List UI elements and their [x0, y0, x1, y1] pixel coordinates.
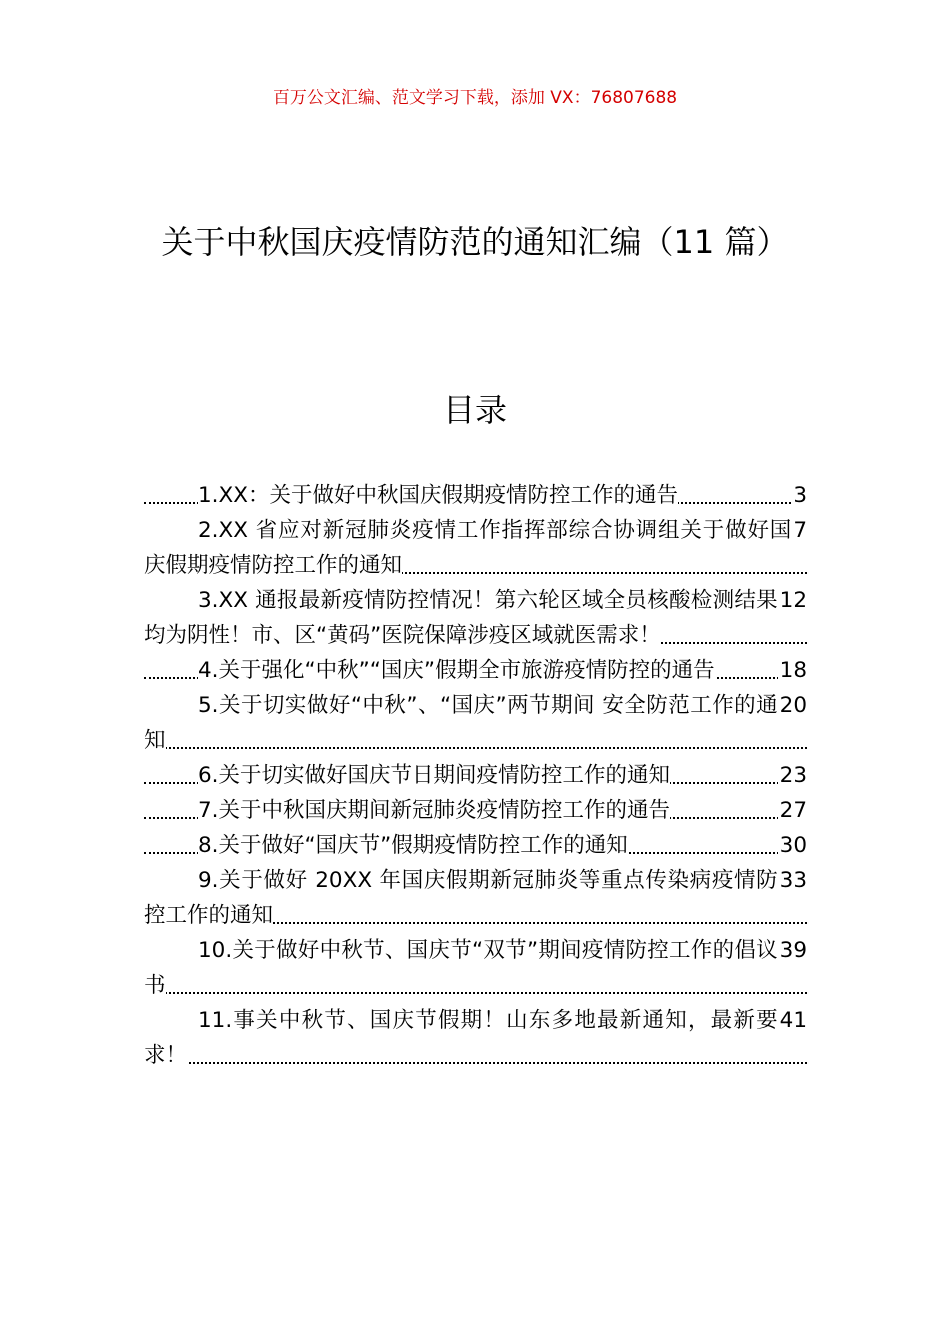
toc-entry-5[interactable] — [144, 688, 807, 758]
toc-entry-3[interactable] — [144, 583, 807, 653]
toc-entry-2[interactable] — [144, 513, 807, 583]
toc-entry-title: 5.关于切实做好“中秋”、“国庆”两节期间 安全防范工作的通知 — [144, 693, 778, 753]
toc-entry-title: 7.关于中秋国庆期间新冠肺炎疫情防控工作的通告 — [198, 798, 671, 823]
toc-entry-title: 6.关于切实做好国庆节日期间疫情防控工作的通知 — [198, 763, 671, 788]
toc-entry-title: 10.关于做好中秋节、国庆节“双节”期间疫情防控工作的倡议书 — [144, 938, 778, 998]
toc-entry-title: 2.XX 省应对新冠肺炎疫情工作指挥部综合协调组关于做好国庆假期疫情防控工作的通知 — [144, 518, 792, 578]
toc-entry-7[interactable] — [144, 793, 807, 828]
toc-entry-title: 4.关于强化“中秋”“国庆”假期全市旅游疫情防控的通告 — [198, 658, 715, 683]
dot-leader — [144, 747, 807, 749]
toc-entry-title: 1.XX：关于做好中秋国庆假期疫情防控工作的通告 — [198, 483, 678, 508]
toc-entry-page: 12 — [778, 583, 807, 618]
toc-entry-page: 18 — [778, 653, 807, 688]
toc-entry-page: 27 — [778, 793, 807, 828]
toc-entry-title: 8.关于做好“国庆节”假期疫情防控工作的通知 — [198, 833, 628, 858]
toc-entry-4[interactable] — [144, 653, 807, 688]
toc-entry-10[interactable] — [144, 933, 807, 1003]
toc-entry-page: 23 — [778, 758, 807, 793]
dot-leader — [144, 992, 807, 994]
toc-entry-title: 11.事关中秋节、国庆节假期！山东多地最新通知，最新要求！ — [144, 1008, 778, 1068]
toc-entry-page: 7 — [791, 513, 807, 548]
toc-entry-11[interactable] — [144, 1003, 807, 1073]
dot-leader — [144, 1062, 807, 1064]
toc-entry-8[interactable] — [144, 828, 807, 863]
toc-entry-page: 33 — [778, 863, 807, 898]
table-of-contents — [144, 478, 807, 1073]
toc-entry-title: 3.XX 通报最新疫情防控情况！第六轮区域全员核酸检测结果均为阴性！市、区“黄码”医院保障涉疫区域就医需求！ — [144, 588, 778, 648]
toc-entry-page: 30 — [778, 828, 807, 863]
toc-entry-1[interactable] — [144, 478, 807, 513]
toc-entry-page: 39 — [778, 933, 807, 968]
toc-entry-page: 41 — [778, 1003, 807, 1038]
toc-entry-page: 20 — [778, 688, 807, 723]
header-note: 百万公文汇编、范文学习下载，添加 VX：76807688 — [272, 88, 678, 108]
toc-heading: 目录 — [442, 391, 507, 429]
document-title: 关于中秋国庆疫情防范的通知汇编（11 篇） — [161, 223, 789, 261]
toc-entry-page: 3 — [791, 478, 807, 513]
toc-entry-9[interactable] — [144, 863, 807, 933]
toc-entry-title: 9.关于做好 20XX 年国庆假期新冠肺炎等重点传染病疫情防控工作的通知 — [144, 868, 778, 928]
toc-entry-6[interactable] — [144, 758, 807, 793]
